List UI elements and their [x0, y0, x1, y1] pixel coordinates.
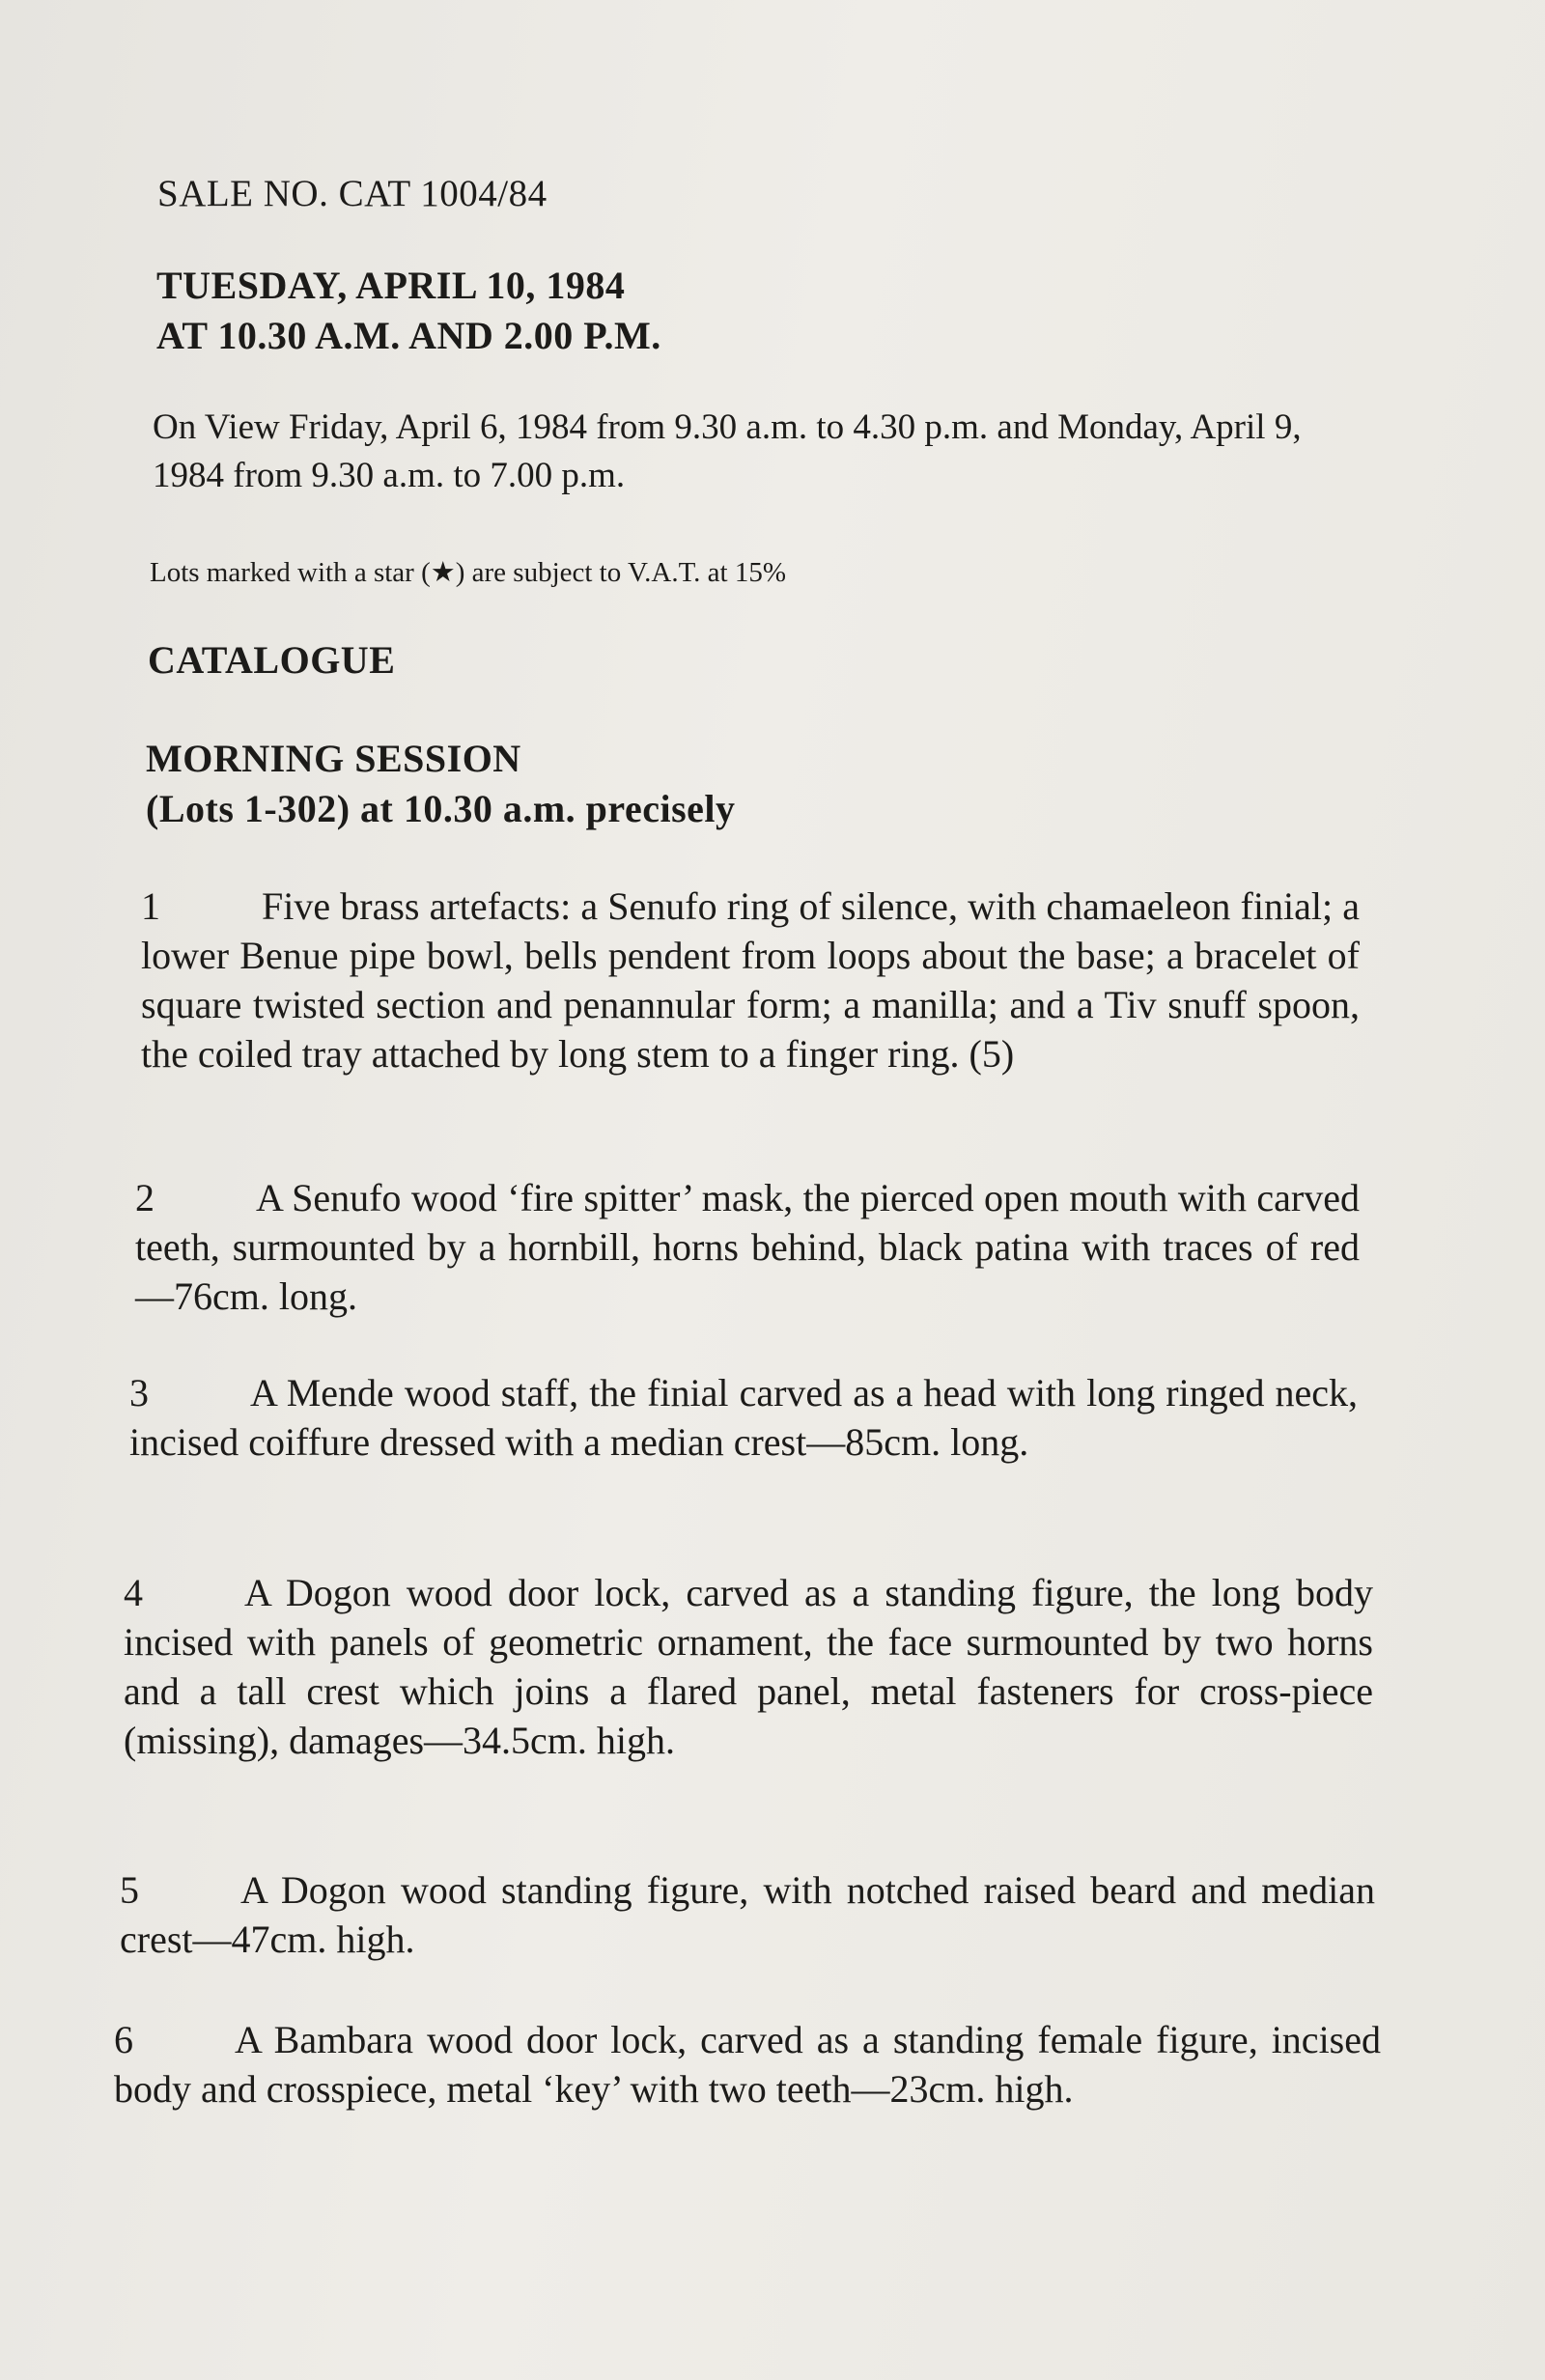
lot-description: A Dogon wood door lock, carved as a standing figure, the long body incised with panels of geometric ornament, the face surmounted by two horns and a tall crest which joins a flared panel, metal fasteners for cross-piece (missing), damages—34.5cm. high.	[124, 1571, 1373, 1762]
sale-time-line: AT 10.30 A.M. AND 2.00 P.M.	[156, 314, 661, 357]
session-title: MORNING SESSION	[146, 737, 521, 780]
sale-number: SALE NO. CAT 1004/84	[157, 173, 548, 214]
catalogue-heading: CATALOGUE	[148, 638, 396, 682]
sale-date-line: TUESDAY, APRIL 10, 1984	[156, 264, 626, 307]
lot-description: A Senufo wood ‘fire spitter’ mask, the pierced open mouth with carved teeth, surmounted by a hornbill, horns behind, black patina with traces of red—76cm. long.	[135, 1176, 1360, 1318]
lot-entry	[129, 1368, 1358, 1467]
lot-entry	[135, 1173, 1360, 1321]
lot-number: 4	[124, 1571, 143, 1614]
lot-number: 2	[135, 1176, 154, 1219]
lot-entry	[124, 1568, 1373, 1765]
lot-description: A Bambara wood door lock, carved as a standing female figure, incised body and crosspiece, metal ‘key’ with two teeth—23cm. high.	[114, 2018, 1381, 2111]
lot-entry	[114, 2015, 1381, 2114]
lot-number: 6	[114, 2018, 133, 2061]
sale-date	[156, 261, 661, 361]
lot-entry	[141, 882, 1360, 1078]
lot-description: A Mende wood staff, the finial carved as a head with long ringed neck, incised coiffure dressed with a median crest—85cm. long.	[129, 1371, 1358, 1464]
lot-entry	[120, 1865, 1375, 1964]
session-heading	[146, 734, 736, 834]
lot-description: Five brass artefacts: a Senufo ring of silence, with chamaeleon finial; a lower Benue pipe bowl, bells pendent from loops about the base; a bracelet of square twisted section and penannular form; a manilla; and a Tiv snuff spoon, the coiled tray attached by long stem to a finger ring. (5)	[141, 884, 1360, 1076]
viewing-times: On View Friday, April 6, 1984 from 9.30 a.m. to 4.30 p.m. and Monday, April 9, 1984 from 9.30 a.m. to 7.00 p.m.	[153, 407, 1302, 495]
lot-description: A Dogon wood standing figure, with notched raised beard and median crest—47cm. high.	[120, 1868, 1375, 1961]
session-subtitle: (Lots 1-302) at 10.30 a.m. precisely	[146, 787, 736, 830]
lot-number: 1	[141, 884, 160, 928]
lot-number: 3	[129, 1371, 149, 1414]
vat-note: Lots marked with a star (★) are subject to V.A.T. at 15%	[150, 557, 786, 588]
lot-number: 5	[120, 1868, 139, 1912]
